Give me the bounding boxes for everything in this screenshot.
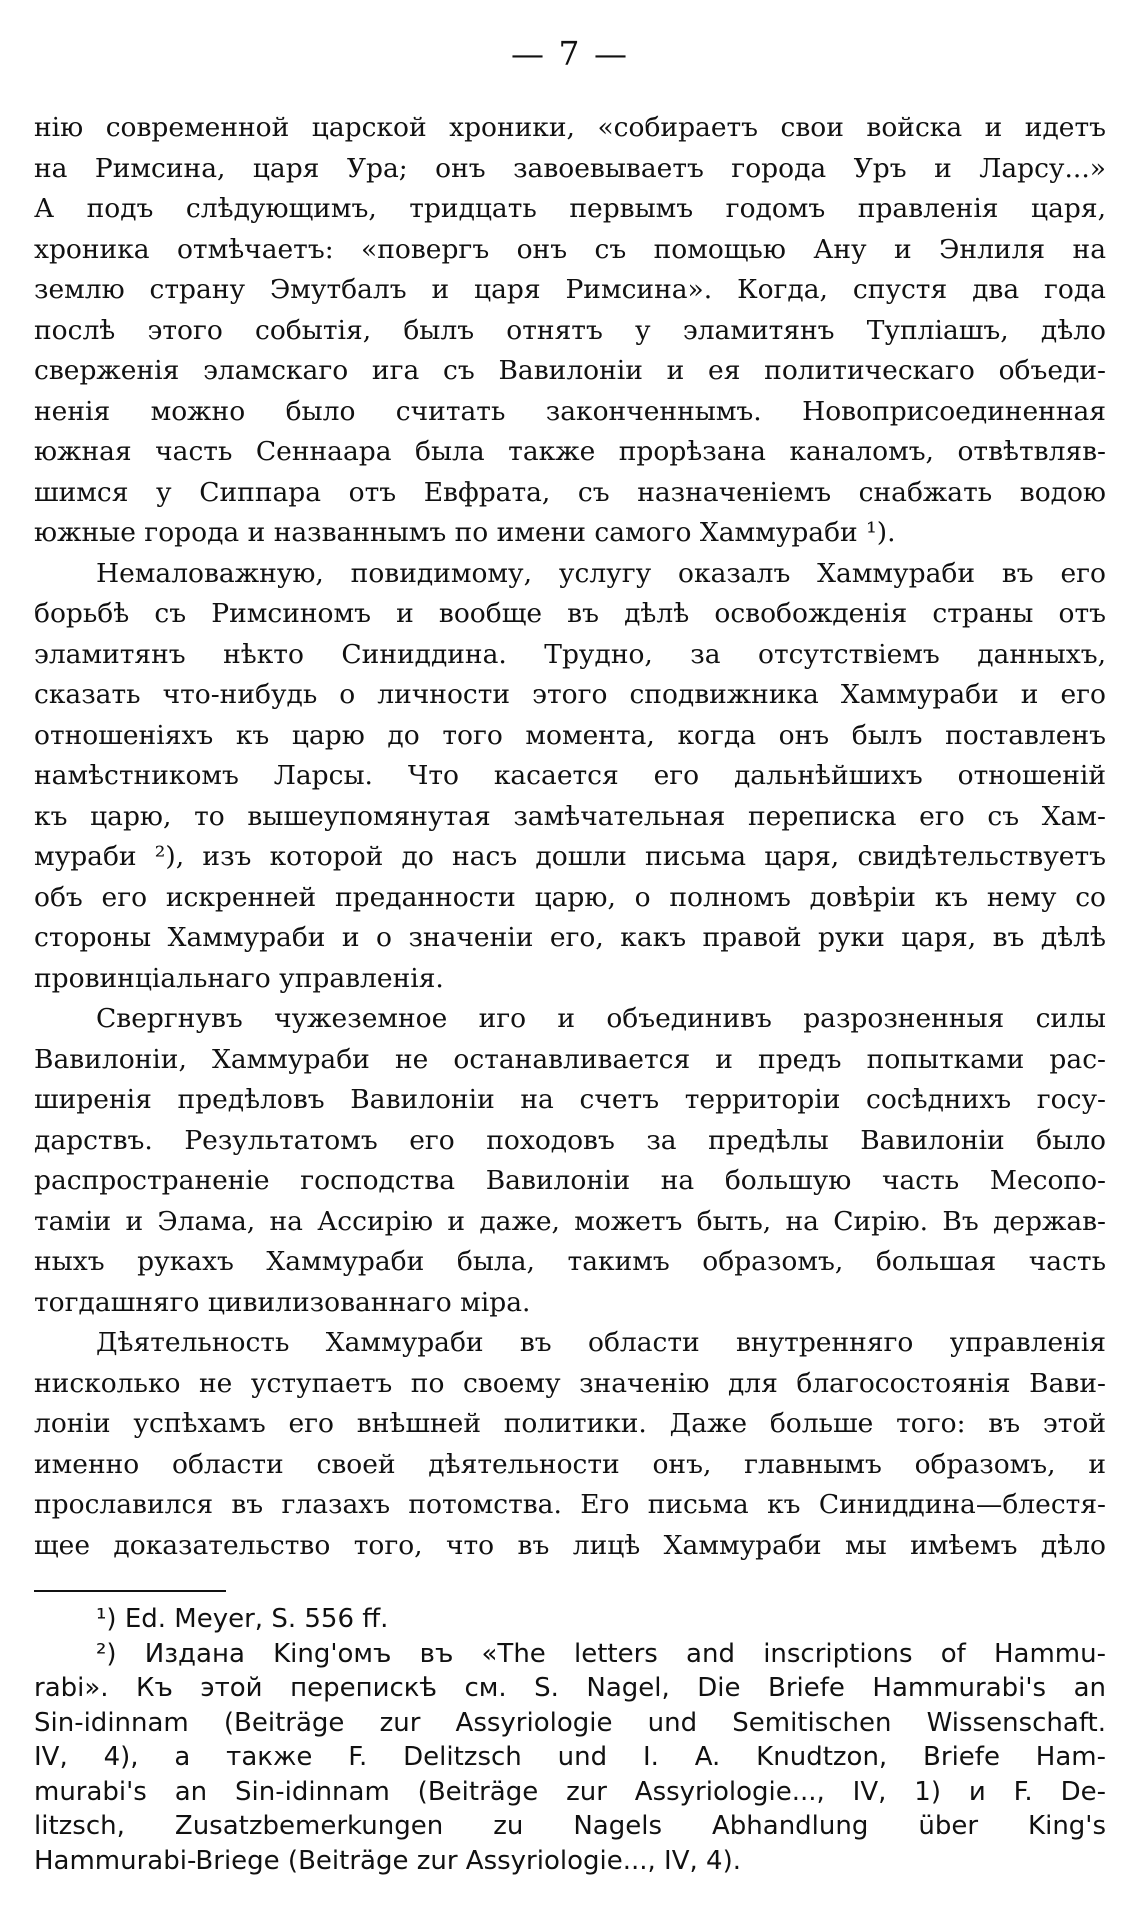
text-line: стороны Хаммураби и о значеніи его, какъ правой руки царя, въ дѣлѣ <box>34 922 1106 953</box>
text-line: дарствъ. Результатомъ его походовъ за предѣлы Вавилоніи было <box>34 1124 1106 1156</box>
footnote-line: Hammurabi-Briege (Beiträge zur Assyriologie..., IV, 4). <box>34 1845 741 1876</box>
footnote-line: ¹) Ed. Meyer, S. 556 ff. <box>96 1604 389 1634</box>
text-line: ширенія предѣловъ Вавилоніи на счетъ территоріи сосѣднихъ госу- <box>34 1084 1106 1115</box>
text-line: шимся у Сиппара отъ Евфрата, съ назначеніемъ снабжать водою <box>34 476 1106 508</box>
paragraph <box>34 554 1106 1000</box>
text-line: нисколько не уступаетъ по своему значенію для благосостоянія Вави- <box>34 1367 1106 1399</box>
text-line: мураби ²), изъ которой до насъ дошли письма царя, свидѣтельствуетъ <box>34 841 1106 872</box>
footnote-separator <box>34 1590 226 1592</box>
text-line: ныхъ рукахъ Хаммураби была, такимъ образомъ, большая часть <box>34 1246 1106 1277</box>
text-line: на Римсина, царя Ура; онъ завоевываетъ города Уръ и Ларсу...» <box>34 152 1106 184</box>
footnote-line: ²) Издана King'омъ въ «The letters and inscriptions of Hammu- <box>96 1638 1106 1669</box>
text-line: распространеніе господства Вавилоніи на большую часть Месопо- <box>34 1165 1106 1196</box>
text-line: хроника отмѣчаетъ: «повергъ онъ съ помощью Ану и Энлиля на <box>34 233 1106 265</box>
text-line: ненія можно было считать законченнымъ. Новоприсоединенная <box>34 395 1106 427</box>
text-line: Вавилоніи, Хаммураби не останавливается и предъ попытками рас- <box>34 1043 1106 1075</box>
body-text <box>34 108 1106 1566</box>
paragraph <box>34 1323 1106 1566</box>
text-line: лоніи успѣхамъ его внѣшней политики. Даже больше того: въ этой <box>34 1408 1106 1439</box>
text-line: борьбѣ съ Римсиномъ и вообще въ дѣлѣ освобожденія страны отъ <box>34 598 1106 629</box>
footnotes <box>34 1602 1106 1878</box>
text-line: провинціальнаго управленія. <box>34 962 444 994</box>
text-line: щее доказательство того, что въ лицѣ Хаммураби мы имѣемъ дѣло <box>34 1529 1106 1561</box>
text-line: сверженія эламскаго ига съ Вавилоніи и ея политическаго объеди- <box>34 355 1106 386</box>
text-line: южная часть Сеннаара была также прорѣзана каналомъ, отвѣтвляв- <box>34 436 1106 467</box>
text-line: къ царю, то вышеупомянутая замѣчательная переписка его съ Хам- <box>34 800 1106 832</box>
text-line: прославился въ глазахъ потомства. Его письма къ Синиддина—блестя- <box>34 1489 1106 1520</box>
paragraph <box>34 108 1106 554</box>
text-line: именно области своей дѣятельности онъ, главнымъ образомъ, и <box>34 1448 1106 1480</box>
footnote-line: Sin-idinnam (Beiträge zur Assyriologie und Semitischen Wissenschaft. <box>34 1707 1106 1738</box>
text-line: А подъ слѣдующимъ, тридцать первымъ годомъ правленія царя, <box>34 193 1106 224</box>
text-line: Свергнувъ чужеземное иго и объединивъ разрозненныя силы <box>96 1003 1106 1034</box>
text-line: землю страну Эмутбалъ и царя Римсина». Когда, спустя два года <box>34 274 1106 305</box>
text-line: отношеніяхъ къ царю до того момента, когда онъ былъ поставленъ <box>34 719 1106 751</box>
text-line: намѣстникомъ Ларсы. Что касается его дальнѣйшихъ отношеній <box>34 760 1106 791</box>
text-line: таміи и Элама, на Ассирію и даже, можетъ быть, на Сирію. Въ держав- <box>34 1205 1106 1237</box>
footnote-line: rabi». Къ этой перепискѣ см. S. Nagel, Die Briefe Hammurabi's an <box>34 1673 1106 1703</box>
text-line: послѣ этого событія, былъ отнятъ у эламитянъ Тупліашъ, дѣло <box>34 314 1106 346</box>
footnote-line: murabi's an Sin-idinnam (Beiträge zur Assyriologie..., IV, 1) и F. De- <box>34 1776 1106 1807</box>
footnote <box>34 1637 1106 1879</box>
text-line: Дѣятельность Хаммураби въ области внутренняго управленія <box>96 1327 1106 1358</box>
text-line: объ его искренней преданности царю, о полномъ довѣріи къ нему со <box>34 881 1106 913</box>
footnote-line: litzsch, Zusatzbemerkungen zu Nagels Abhandlung über King's <box>34 1811 1106 1841</box>
text-line: тогдашняго цивилизованнаго міра. <box>34 1286 531 1318</box>
text-line: Немаловажную, повидимому, услугу оказалъ Хаммураби въ его <box>96 557 1106 589</box>
text-line: сказать что-нибудь о личности этого сподвижника Хаммураби и его <box>34 679 1106 710</box>
footnote-line: IV, 4), а также F. Delitzsch und I. A. Knudtzon, Briefe Ham- <box>34 1742 1106 1772</box>
text-line: южные города и названнымъ по имени самого Хаммураби ¹). <box>34 517 896 548</box>
footnote <box>34 1602 1106 1637</box>
text-line: нію современной царской хроники, «собираетъ свои войска и идетъ <box>34 112 1106 143</box>
text-line: эламитянъ нѣкто Синиддина. Трудно, за отсутствіемъ данныхъ, <box>34 638 1106 670</box>
paragraph <box>34 999 1106 1323</box>
page-number: — 7 — <box>511 34 629 73</box>
